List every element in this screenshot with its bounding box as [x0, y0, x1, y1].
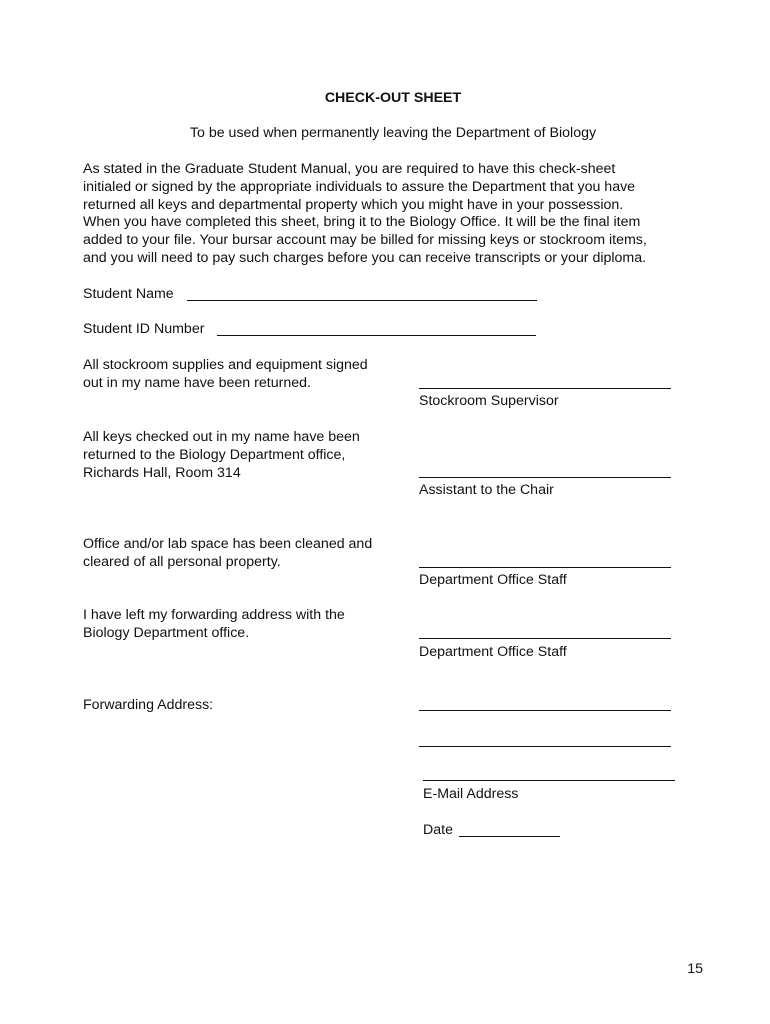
statement-line: Biology Department office. — [83, 625, 250, 641]
page-subtitle: To be used when permanently leaving the Department of Biology — [189, 125, 597, 141]
student-id-label: Student ID Number — [83, 321, 205, 337]
student-id-line[interactable] — [217, 335, 536, 336]
email-address-label: E-Mail Address — [423, 786, 519, 802]
statement-office-space — [83, 535, 372, 571]
intro-line: As stated in the Graduate Student Manual, you are required to have this check-sheet — [83, 161, 616, 177]
statement-line: All keys checked out in my name have been — [83, 429, 360, 445]
forwarding-address-label: Forwarding Address: — [83, 697, 214, 713]
date-line[interactable] — [459, 836, 560, 837]
keys-signature-line[interactable] — [419, 477, 671, 478]
intro-line: initialed or signed by the appropriate individuals to assure the Department that you have — [83, 178, 636, 195]
statement-line: out in my name have been returned. — [83, 375, 311, 391]
statement-line: Office and/or lab space has been cleaned and — [83, 536, 373, 552]
statement-line: cleared of all personal property. — [83, 554, 281, 570]
forwarding-address-line-1[interactable] — [419, 710, 671, 711]
stockroom-signature-line[interactable] — [419, 388, 671, 389]
forwarding-address-line-2[interactable] — [419, 746, 671, 747]
intro-paragraph — [83, 160, 647, 267]
statement-forwarding — [83, 606, 345, 642]
statement-keys — [83, 428, 360, 482]
email-address-line[interactable] — [423, 780, 675, 781]
intro-line: and you will need to pay such charges before you can receive transcripts or your diploma. — [83, 249, 647, 266]
forwarding-signer-label: Department Office Staff — [419, 644, 567, 660]
statement-line: All stockroom supplies and equipment signed — [83, 357, 368, 373]
statement-stockroom — [83, 356, 368, 392]
student-name-label: Student Name — [83, 286, 174, 302]
intro-line: returned all keys and departmental property which you might have in your possession. — [83, 196, 624, 213]
student-name-line[interactable] — [187, 300, 537, 301]
intro-line: When you have completed this sheet, bring it to the Biology Office. It will be the final item — [83, 214, 641, 231]
student-name-field[interactable] — [83, 285, 174, 303]
intro-line: added to your file. Your bursar account may be billed for missing keys or stockroom items, — [83, 232, 647, 249]
statement-line: returned to the Biology Department office, — [83, 447, 346, 463]
date-label: Date — [423, 822, 453, 838]
student-id-field[interactable] — [83, 320, 204, 338]
page-title: CHECK-OUT SHEET — [324, 90, 462, 106]
page-number: 15 — [687, 961, 703, 977]
date-field[interactable] — [423, 821, 453, 839]
statement-line: Richards Hall, Room 314 — [83, 465, 241, 481]
forwarding-signature-line[interactable] — [419, 638, 671, 639]
office-space-signer-label: Department Office Staff — [419, 572, 567, 588]
office-space-signature-line[interactable] — [419, 567, 671, 568]
stockroom-signer-label: Stockroom Supervisor — [419, 393, 559, 409]
statement-line: I have left my forwarding address with the — [83, 607, 345, 623]
keys-signer-label: Assistant to the Chair — [419, 482, 554, 498]
